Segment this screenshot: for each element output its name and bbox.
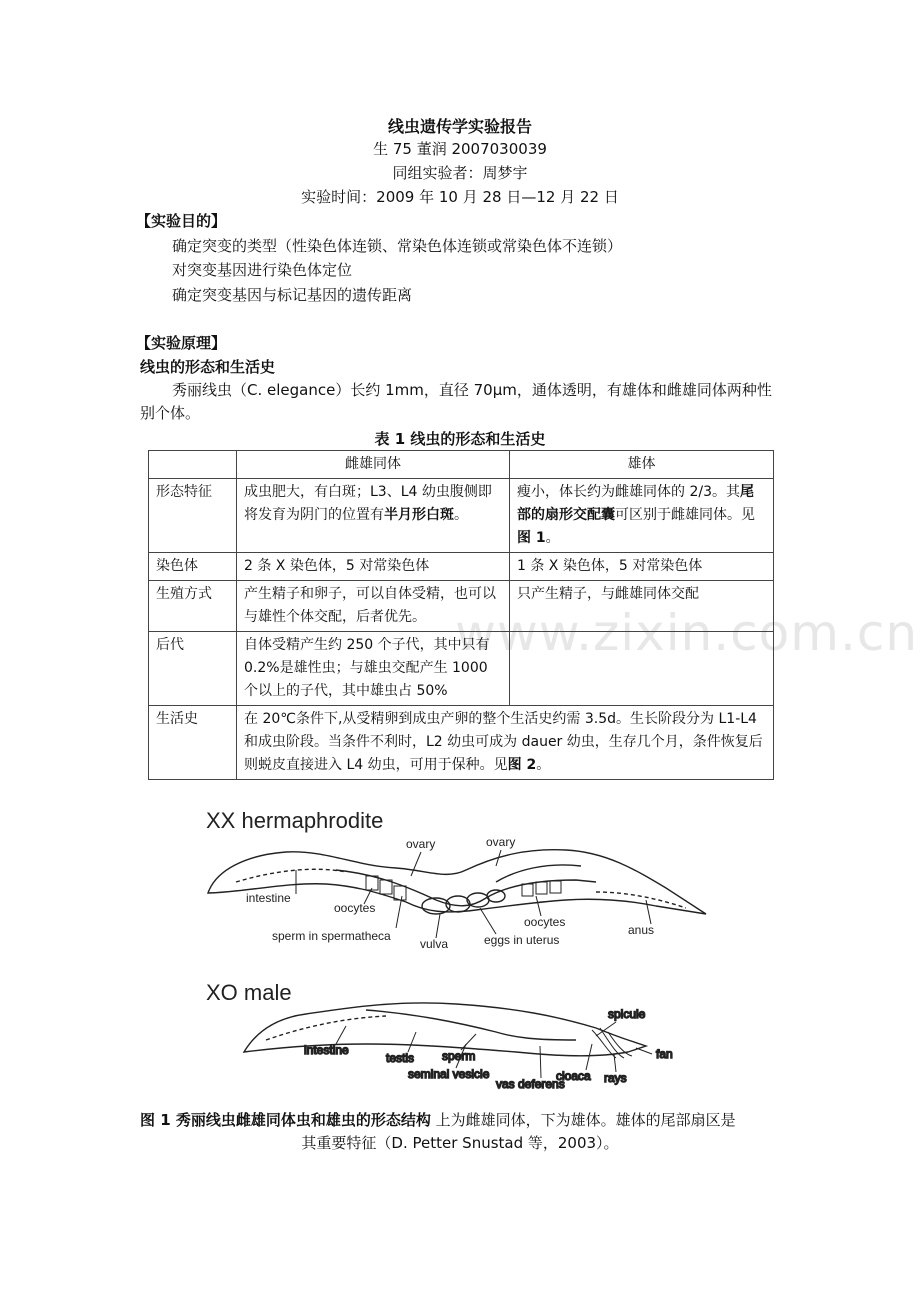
table-header-row (149, 451, 774, 479)
male-cell (510, 479, 774, 553)
male-cell: 1 条 X 染色体，5 对常染色体 (510, 553, 774, 581)
table-row (149, 581, 774, 632)
table-header-cell: 雄体 (510, 451, 774, 479)
cell-text: 可区别于雌雄同体。见 (615, 507, 755, 523)
table-row (149, 632, 774, 706)
male-fan-rays (592, 1028, 632, 1058)
figure-ref: 图 2 (507, 757, 537, 773)
row-label: 形态特征 (149, 479, 237, 553)
author-line: 生 75 董润 2007030039 (373, 140, 547, 158)
label-vas-deferens: vas deferens (496, 1077, 565, 1091)
label-testis: testis (386, 1051, 415, 1065)
figure-ref: 图 1 (517, 530, 546, 546)
label-spicule: spicule (608, 1007, 646, 1021)
figure-caption (140, 1108, 786, 1132)
herm-cell (237, 479, 510, 553)
label-ovary: ovary (486, 835, 516, 849)
herm-gonad (336, 865, 596, 906)
purpose-heading: 【实验目的】 (136, 212, 227, 230)
table-header-cell (149, 451, 237, 479)
herm-cell: 2 条 X 染色体，5 对常染色体 (237, 553, 510, 581)
row-label: 后代 (149, 632, 237, 706)
male-title: XO male (206, 980, 292, 1005)
label-eggs: eggs in uterus (484, 933, 560, 947)
cell-text: 成虫肥大，有白斑；L3、L4 幼虫腹侧即将发育为阴门的位置有 (244, 484, 492, 523)
lifecycle-cell (237, 706, 774, 780)
label-vulva: vulva (420, 937, 449, 951)
row-label: 生活史 (149, 706, 237, 780)
watermark: www.zixin.com.cn (455, 604, 919, 662)
cell-text: 。 (536, 757, 551, 773)
cell-text: 瘦小，体长约为雌雄同体的 2/3。其 (517, 484, 740, 500)
purpose-item: 确定突变基因与标记基因的遗传距离 (172, 286, 413, 304)
herm-cell: 产生精子和卵子，可以自体受精，也可以与雄性个体交配，后者优先。 (237, 581, 510, 632)
label-ovary: ovary (406, 837, 436, 851)
label-rays: rays (604, 1071, 627, 1085)
purpose-item: 对突变基因进行染色体定位 (172, 261, 353, 279)
cell-text: 。 (454, 507, 468, 523)
label-oocytes: oocytes (334, 901, 376, 915)
herm-title: XX hermaphrodite (206, 808, 384, 833)
label-intestine: intestine (246, 891, 291, 905)
table-row (149, 479, 774, 553)
male-cell (510, 632, 774, 706)
table-row (149, 553, 774, 581)
figure-caption-bold: 图 1 秀丽线虫雌雄同体虫和雄虫的形态结构 (140, 1111, 431, 1129)
table-caption: 表 1 线虫的形态和生活史 (374, 430, 546, 448)
label-oocytes: oocytes (524, 915, 566, 929)
cell-bold-text: 半月形白斑 (384, 507, 454, 523)
purpose-item: 确定突变的类型（性染色体连锁、常染色体连锁或常染色体不连锁） (172, 237, 623, 255)
principle-heading: 【实验原理】 (136, 334, 227, 352)
label-spermatheca: sperm in spermatheca (272, 929, 391, 943)
label-sperm: sperm (442, 1049, 476, 1063)
cell-text: 。 (545, 530, 560, 546)
male-labels (304, 1007, 673, 1091)
herm-intestine-line (236, 869, 346, 882)
report-title: 线虫遗传学实验报告 (387, 117, 532, 136)
male-cell: 只产生精子，与雌雄同体交配 (510, 581, 774, 632)
figure-caption-line2: 其重要特征（D. Petter Snustad 等，2003）。 (301, 1134, 619, 1152)
label-seminal-vesicle: seminal vesicle (408, 1067, 490, 1081)
cell-text: 在 20℃条件下,从受精卵到成虫产卵的整个生活史约需 3.5d。生长阶段分为 L1-L4 和成虫阶段。当条件不利时，L2 幼虫可成为 dauer 幼虫，生存几个月，条件恢复后则蜕皮直接进入 L4 幼虫，可用于保种。见 (244, 711, 763, 773)
label-cloaca: cloaca (556, 1069, 591, 1083)
time-line: 实验时间：2009 年 10 月 28 日—12 月 22 日 (301, 188, 619, 206)
herm-cell: 自体受精产生约 250 个子代，其中只有 0.2%是雄性虫；与雄虫交配产生 1000 个以上的子代，其中雄虫占 50% (237, 632, 510, 706)
nematode-table (148, 450, 774, 780)
table-row (149, 706, 774, 780)
label-fan: fan (656, 1047, 673, 1061)
figure-caption-text: 上为雌雄同体，下为雄体。雄体的尾部扇区是 (430, 1111, 736, 1129)
partner-line: 同组实验者：周梦宇 (392, 164, 528, 182)
row-label: 染色体 (149, 553, 237, 581)
cell-bold-text: 尾部的扇形交配囊 (517, 484, 754, 523)
row-label: 生殖方式 (149, 581, 237, 632)
principle-paragraph: 秀丽线虫（C. elegance）长约 1mm，直径 70μm，通体透明，有雄体和雌雄同体两种性别个体。 (140, 381, 772, 422)
label-anus: anus (628, 923, 655, 937)
nematode-figure (196, 800, 736, 1100)
table-header-cell: 雌雄同体 (237, 451, 510, 479)
principle-subheading: 线虫的形态和生活史 (140, 358, 276, 376)
label-intestine: intestine (304, 1043, 349, 1057)
